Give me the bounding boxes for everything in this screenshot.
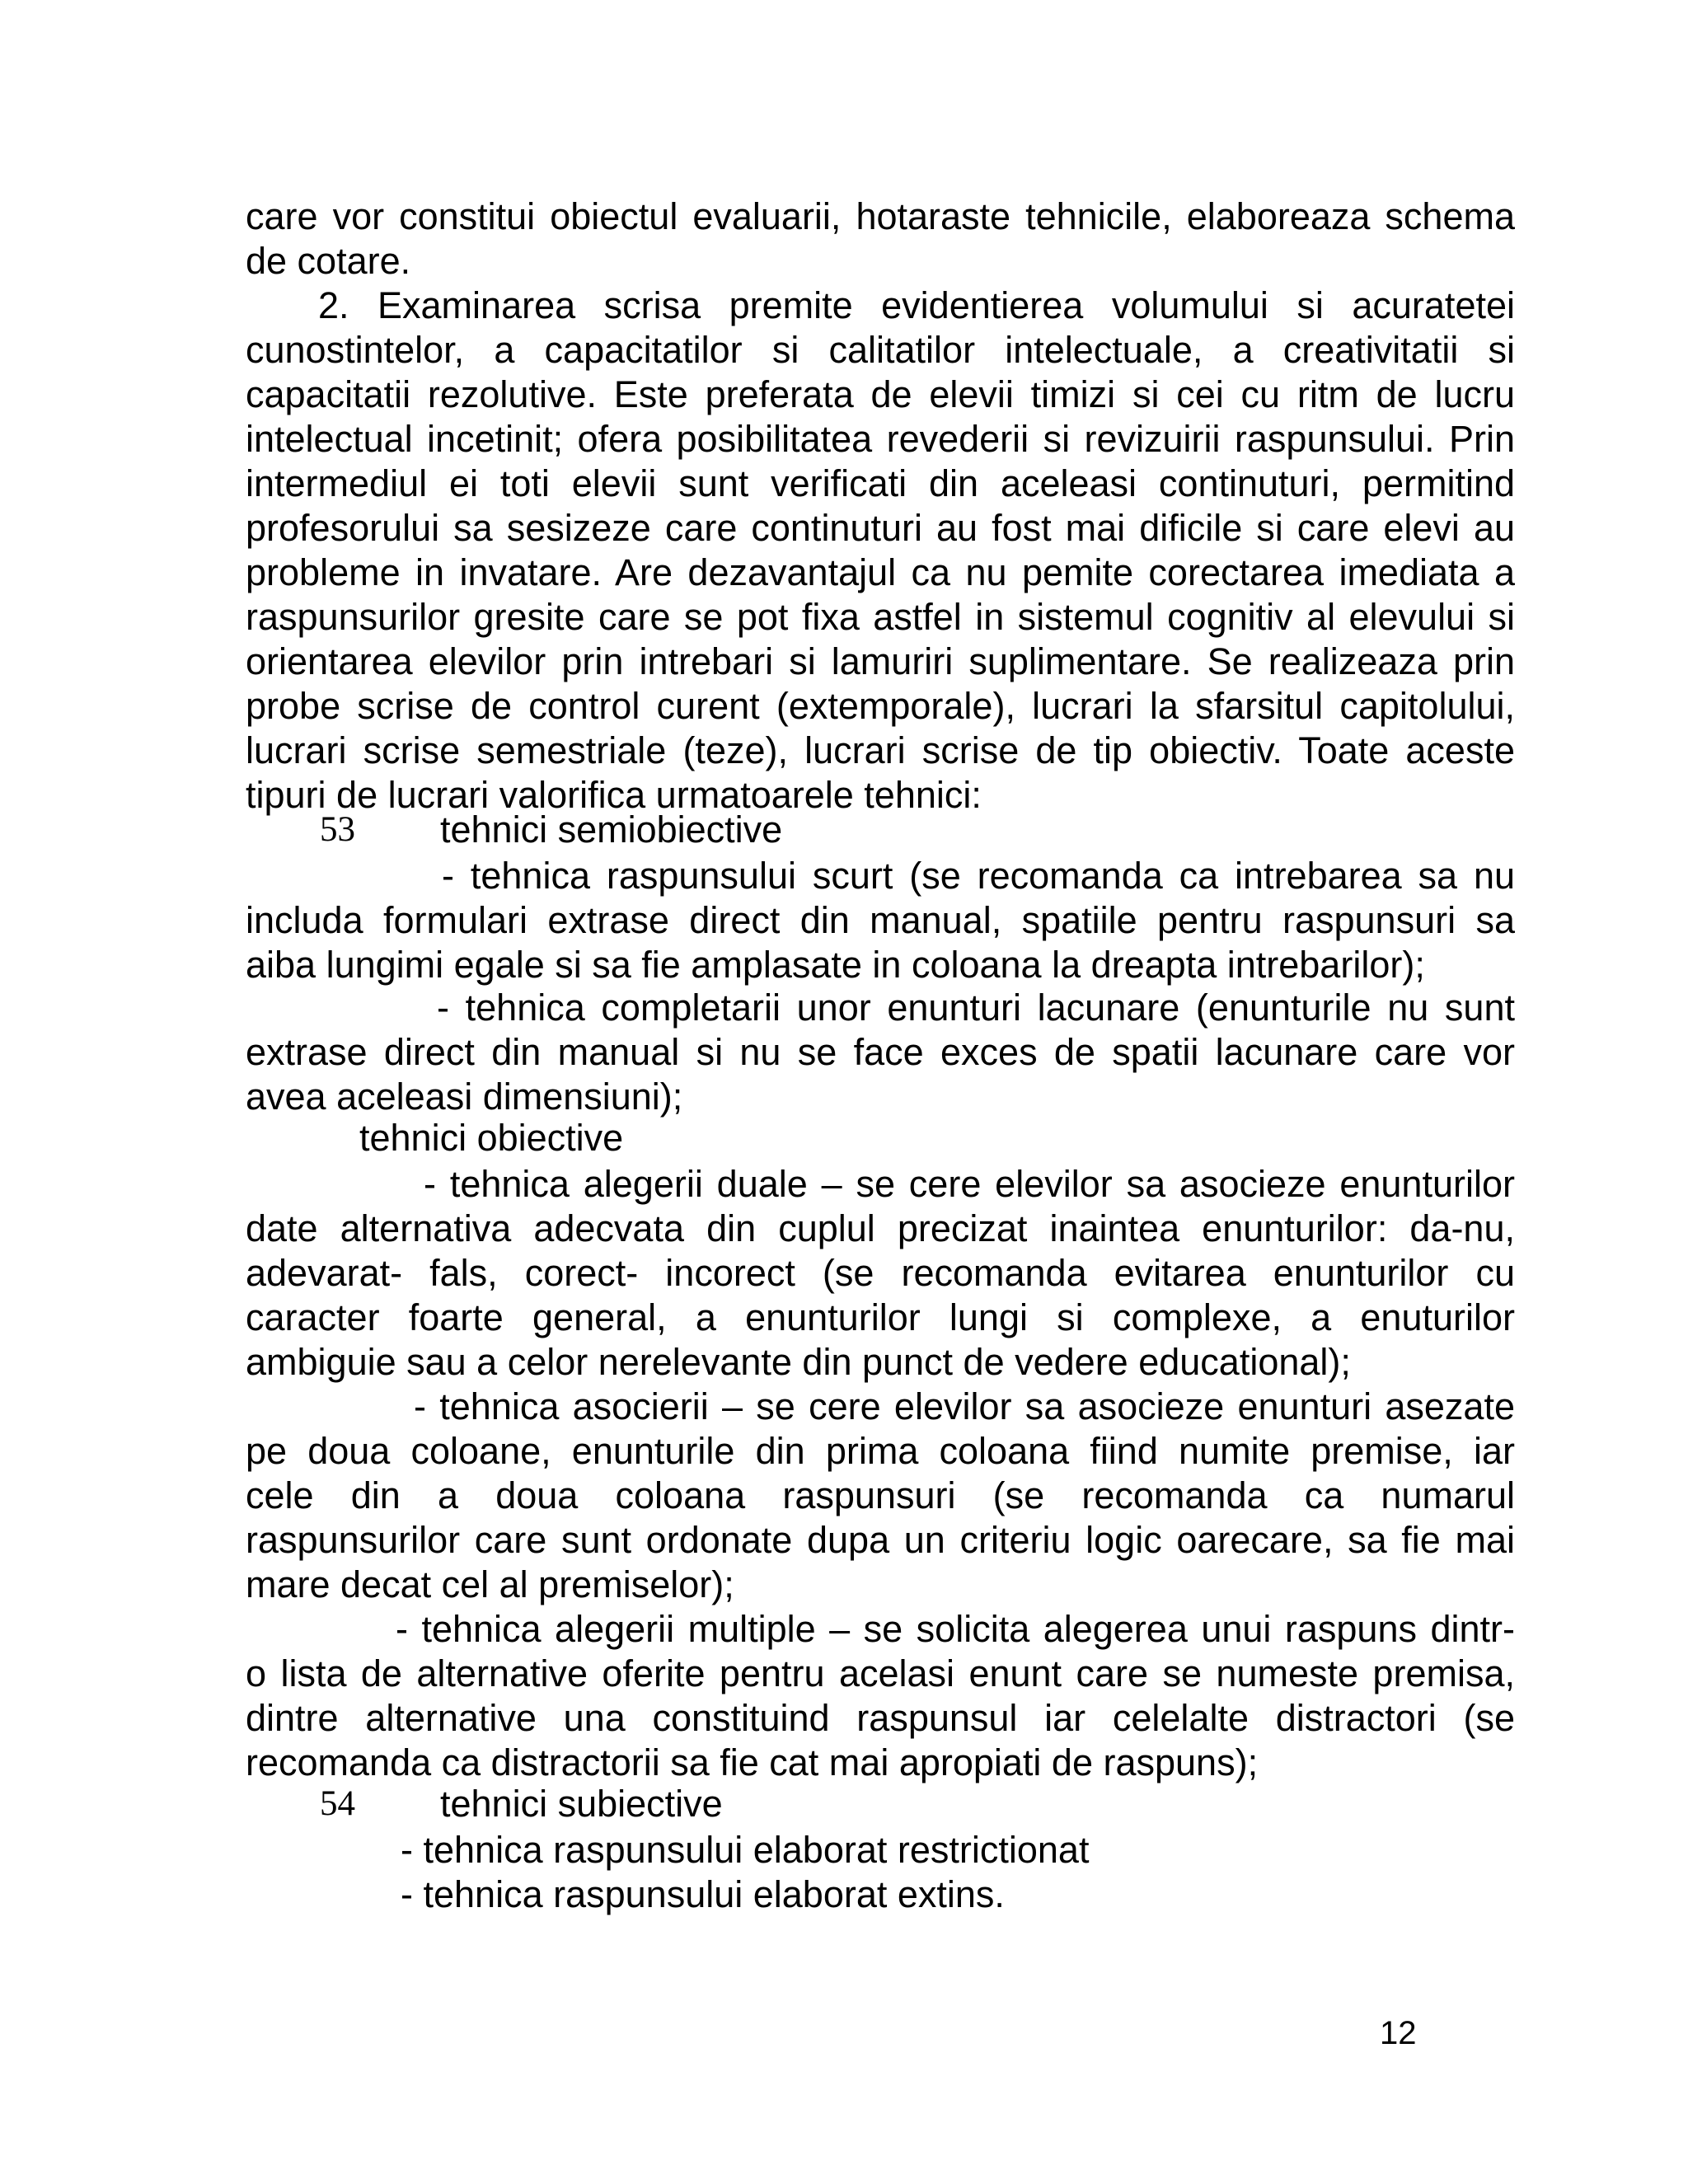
text-line: extrase direct din manual si nu se face exces de spatii lacunare care vor: [246, 1031, 1515, 1073]
text-line: pe doua coloane, enunturile din prima coloana fiind numite premise, iar: [246, 1430, 1515, 1472]
text-line: - tehnica raspunsului elaborat extins.: [401, 1873, 1005, 1915]
text-line: - tehnica raspunsului elaborat restrictionat: [401, 1829, 1090, 1871]
text-line: aiba lungimi egale si sa fie amplasate in coloana la dreapta intrebarilor);: [246, 944, 1425, 986]
text-line: includa formulari extrase direct din manual, spatiile pentru raspunsuri sa: [246, 899, 1515, 941]
page-number: 12: [1380, 2015, 1417, 2051]
text-line: adevarat- fals, corect- incorect (se recomanda evitarea enunturilor cu: [246, 1252, 1515, 1294]
text-line: cele din a doua coloana raspunsuri (se recomanda ca numarul: [246, 1474, 1515, 1516]
section-heading: tehnici obiective: [359, 1117, 624, 1159]
text-line: tipuri de lucrari valorifica urmatoarele tehnici:: [246, 774, 982, 816]
section-heading: tehnici semiobiective: [440, 808, 783, 851]
text-line: intelectual incetinit; ofera posibilitatea revederii si revizuirii raspunsului. Prin: [246, 418, 1515, 460]
text-line: mare decat cel al premiselor);: [246, 1563, 734, 1605]
text-line: care vor constitui obiectul evaluarii, hotaraste tehnicile, elaboreaza schema: [246, 195, 1515, 237]
text-line: lucrari scrise semestriale (teze), lucrari scrise de tip obiectiv. Toate aceste: [246, 729, 1515, 771]
text-line: ambiguie sau a celor nerelevante din punct de vedere educational);: [246, 1341, 1351, 1383]
text-line: orientarea elevilor prin intrebari si lamuriri suplimentare. Se realizeaza prin: [246, 640, 1515, 682]
list-marker: 53: [320, 810, 355, 849]
section-heading: tehnici subiective: [440, 1783, 723, 1825]
text-line: raspunsurilor care sunt ordonate dupa un criteriu logic oarecare, sa fie mai: [246, 1519, 1515, 1561]
text-line: - tehnica completarii unor enunturi lacunare (enunturile nu sunt: [437, 987, 1515, 1029]
text-line: - tehnica asocierii – se cere elevilor sa asocieze enunturi asezate: [414, 1385, 1515, 1427]
text-line: date alternativa adecvata din cuplul precizat inaintea enunturilor: da-nu,: [246, 1207, 1515, 1249]
text-line: o lista de alternative oferite pentru acelasi enunt care se numeste premisa,: [246, 1652, 1515, 1694]
text-line: capacitatii rezolutive. Este preferata de elevii timizi si cei cu ritm de lucru: [246, 373, 1515, 415]
text-line: 2. Examinarea scrisa premite evidentierea volumului si acuratetei: [318, 284, 1515, 326]
text-line: probe scrise de control curent (extemporale), lucrari la sfarsitul capitolului,: [246, 685, 1515, 727]
text-line: cunostintelor, a capacitatilor si calitatilor intelectuale, a creativitatii si: [246, 329, 1515, 371]
text-line: - tehnica alegerii multiple – se solicita alegerea unui raspuns dintr-: [396, 1608, 1515, 1650]
text-line: probleme in invatare. Are dezavantajul ca nu pemite corectarea imediata a: [246, 551, 1515, 593]
text-line: intermediul ei toti elevii sunt verificati din aceleasi continuturi, permitind: [246, 462, 1515, 504]
list-marker: 54: [320, 1784, 355, 1823]
text-line: profesorului sa sesizeze care continuturi au fost mai dificile si care elevi au: [246, 507, 1515, 549]
text-line: caracter foarte general, a enunturilor lungi si complexe, a enuturilor: [246, 1296, 1515, 1338]
text-line: recomanda ca distractorii sa fie cat mai apropiati de raspuns);: [246, 1741, 1259, 1783]
text-line: raspunsurilor gresite care se pot fixa astfel in sistemul cognitiv al elevului si: [246, 596, 1515, 638]
text-line: dintre alternative una constituind raspunsul iar celelalte distractori (se: [246, 1697, 1515, 1739]
text-line: - tehnica alegerii duale – se cere elevilor sa asocieze enunturilor: [424, 1163, 1515, 1205]
text-line: de cotare.: [246, 240, 411, 282]
text-line: avea aceleasi dimensiuni);: [246, 1076, 683, 1118]
text-line: - tehnica raspunsului scurt (se recomanda ca intrebarea sa nu: [442, 855, 1515, 897]
